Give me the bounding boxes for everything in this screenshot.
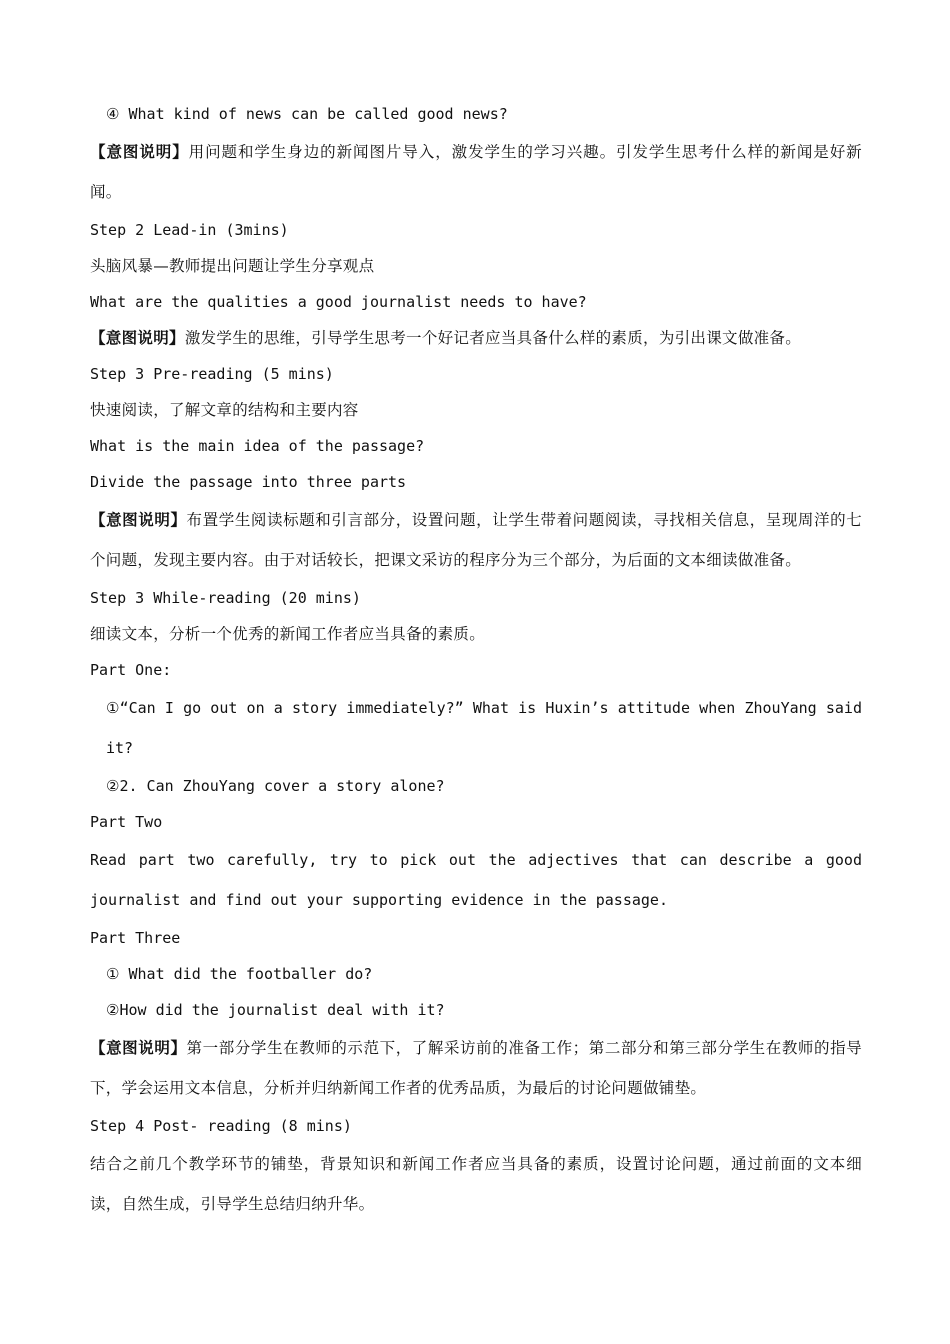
part-three-question-2: ②How did the journalist deal with it? [106, 1001, 445, 1019]
intent-note-4 [90, 1028, 862, 1108]
part-one-question-1: ①“Can I go out on a story immediately?” What is Huxin’s attitude when ZhouYang said it? [106, 699, 862, 757]
summary-paragraph: 结合之前几个教学环节的铺垫，背景知识和新闻工作者应当具备的素质，设置讨论问题，通过前面的文本细读，自然生成，引导学生总结归纳升华。 [90, 1155, 862, 1213]
intent-note-label: 【意图说明】 [90, 511, 187, 529]
step-2-heading: Step 2 Lead-in (3mins) [90, 221, 289, 239]
part-two-instruction: Read part two carefully, try to pick out the adjectives that can describe a good journalist and find out your supporting evidence in the passage. [90, 851, 862, 909]
detail-reading-instruction: 细读文本，分析一个优秀的新闻工作者应当具备的素质。 [90, 625, 486, 643]
part-one-question-2: ②2. Can ZhouYang cover a story alone? [106, 777, 445, 795]
intent-note-label: 【意图说明】 [90, 1039, 187, 1057]
document-page [90, 96, 862, 1224]
part-two-heading: Part Two [90, 813, 163, 831]
intent-note-label: 【意图说明】 [90, 143, 189, 161]
question-4: ④ What kind of news can be called good news? [106, 105, 508, 123]
part-three-question-1: ① What did the footballer do? [106, 965, 373, 983]
qualities-question: What are the qualities a good journalist needs to have? [90, 293, 587, 311]
intent-note-text: 第一部分学生在教师的示范下，了解采访前的准备工作；第二部分和第三部分学生在教师的指导下，学会运用文本信息，分析并归纳新闻工作者的优秀品质，为最后的讨论问题做铺垫。 [90, 1039, 862, 1097]
intent-note-2 [90, 320, 862, 356]
step-3-while-reading-heading: Step 3 While-reading (20 mins) [90, 589, 361, 607]
intent-note-text: 激发学生的思维，引导学生思考一个好记者应当具备什么样的素质，为引出课文做准备。 [184, 329, 802, 347]
step-3-pre-reading-heading: Step 3 Pre-reading (5 mins) [90, 365, 334, 383]
intent-note-text: 布置学生阅读标题和引言部分，设置问题，让学生带着问题阅读，寻找相关信息，呈现周洋的七个问题，发现主要内容。由于对话较长，把课文采访的程序分为三个部分，为后面的文本细读做准备。 [90, 511, 862, 569]
intent-note-1 [90, 132, 862, 212]
intent-note-3 [90, 500, 862, 580]
part-three-heading: Part Three [90, 929, 181, 947]
step-4-heading: Step 4 Post- reading (8 mins) [90, 1117, 352, 1135]
brainstorm-text: 头脑风暴—教师提出问题让学生分享观点 [90, 257, 375, 275]
part-one-heading: Part One: [90, 661, 172, 679]
main-idea-question: What is the main idea of the passage? [90, 437, 425, 455]
intent-note-label: 【意图说明】 [90, 329, 185, 347]
skim-instruction: 快速阅读，了解文章的结构和主要内容 [90, 401, 359, 419]
intent-note-text: 用问题和学生身边的新闻图片导入，激发学生的学习兴趣。引发学生思考什么样的新闻是好新闻。 [90, 143, 862, 201]
divide-instruction: Divide the passage into three parts [90, 473, 407, 491]
